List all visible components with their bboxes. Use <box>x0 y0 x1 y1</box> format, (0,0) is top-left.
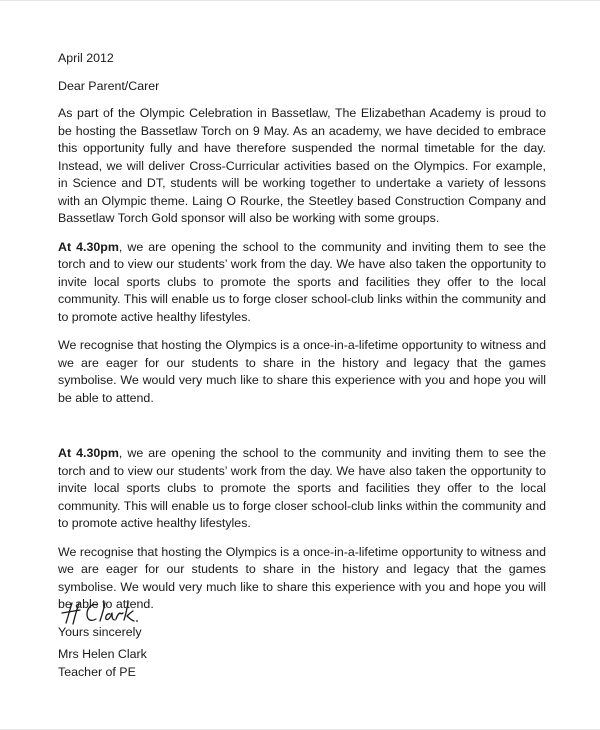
letter-salutation: Dear Parent/Carer <box>58 78 160 93</box>
open-evening-paragraph <box>58 239 546 327</box>
signer-name: Mrs Helen Clark <box>58 647 147 661</box>
open-evening-paragraph-repeat <box>58 445 546 533</box>
sign-off: Yours sincerely <box>58 624 142 639</box>
open-evening-text-repeat: , we are opening the school to the community and inviting them to see the torch and to view our students’ work from the day. We have also taken the opportunity to invite local sports clubs to promote the sports and facilities they offer to the local community. This will enable us to forge closer school-club links within the community and to promote active healthy lifestyles. <box>58 446 547 530</box>
intro-paragraph: As part of the Olympic Celebration in Bassetlaw, The Elizabethan Academy is proud to be hosting the Bassetlaw Torch on 9 May. As an academy, we have decided to embrace this opportunity fully and have therefore suspended the normal timetable for the day. Instead, we will deliver Cross-Curricular activities based on the Olympics. For example, in Science and DT, students will be working together to undertake a variety of lessons with an Olympic theme. Laing O Rourke, the Steetley based Construction Company and Bassetlaw Torch Gold sponsor will also be working with some groups. <box>58 106 546 225</box>
recognise-paragraph: We recognise that hosting the Olympics is a once-in-a-lifetime opportunity to witness and we are eager for our students to share in the history and legacy that the games symbolise. We would very much like to share this experience with you and hope you will be able to attend. <box>58 338 546 405</box>
letter-date: April 2012 <box>58 51 114 65</box>
letter-body <box>58 50 546 641</box>
open-evening-text: , we are opening the school to the community and inviting them to see the torch and to view our students’ work from the day. We have also taken the opportunity to invite local sports clubs to promote the sports and facilities they offer to the local community. This will enable us to forge closer school-club links within the community and to promote active healthy lifestyles. <box>58 239 547 324</box>
recognise-paragraph-repeat: We recognise that hosting the Olympics is a once-in-a-lifetime opportunity to witness and we are eager for our students to share in the history and legacy that the games symbolise. We would very much like to share this experience with you and hope you will be able to attend. <box>58 544 546 611</box>
open-evening-time: At 4.30pm <box>58 239 119 254</box>
signer-block <box>58 646 147 681</box>
open-evening-time-repeat: At 4.30pm <box>58 446 119 460</box>
handwritten-signature <box>60 599 140 629</box>
signer-role: Teacher of PE <box>58 664 136 679</box>
